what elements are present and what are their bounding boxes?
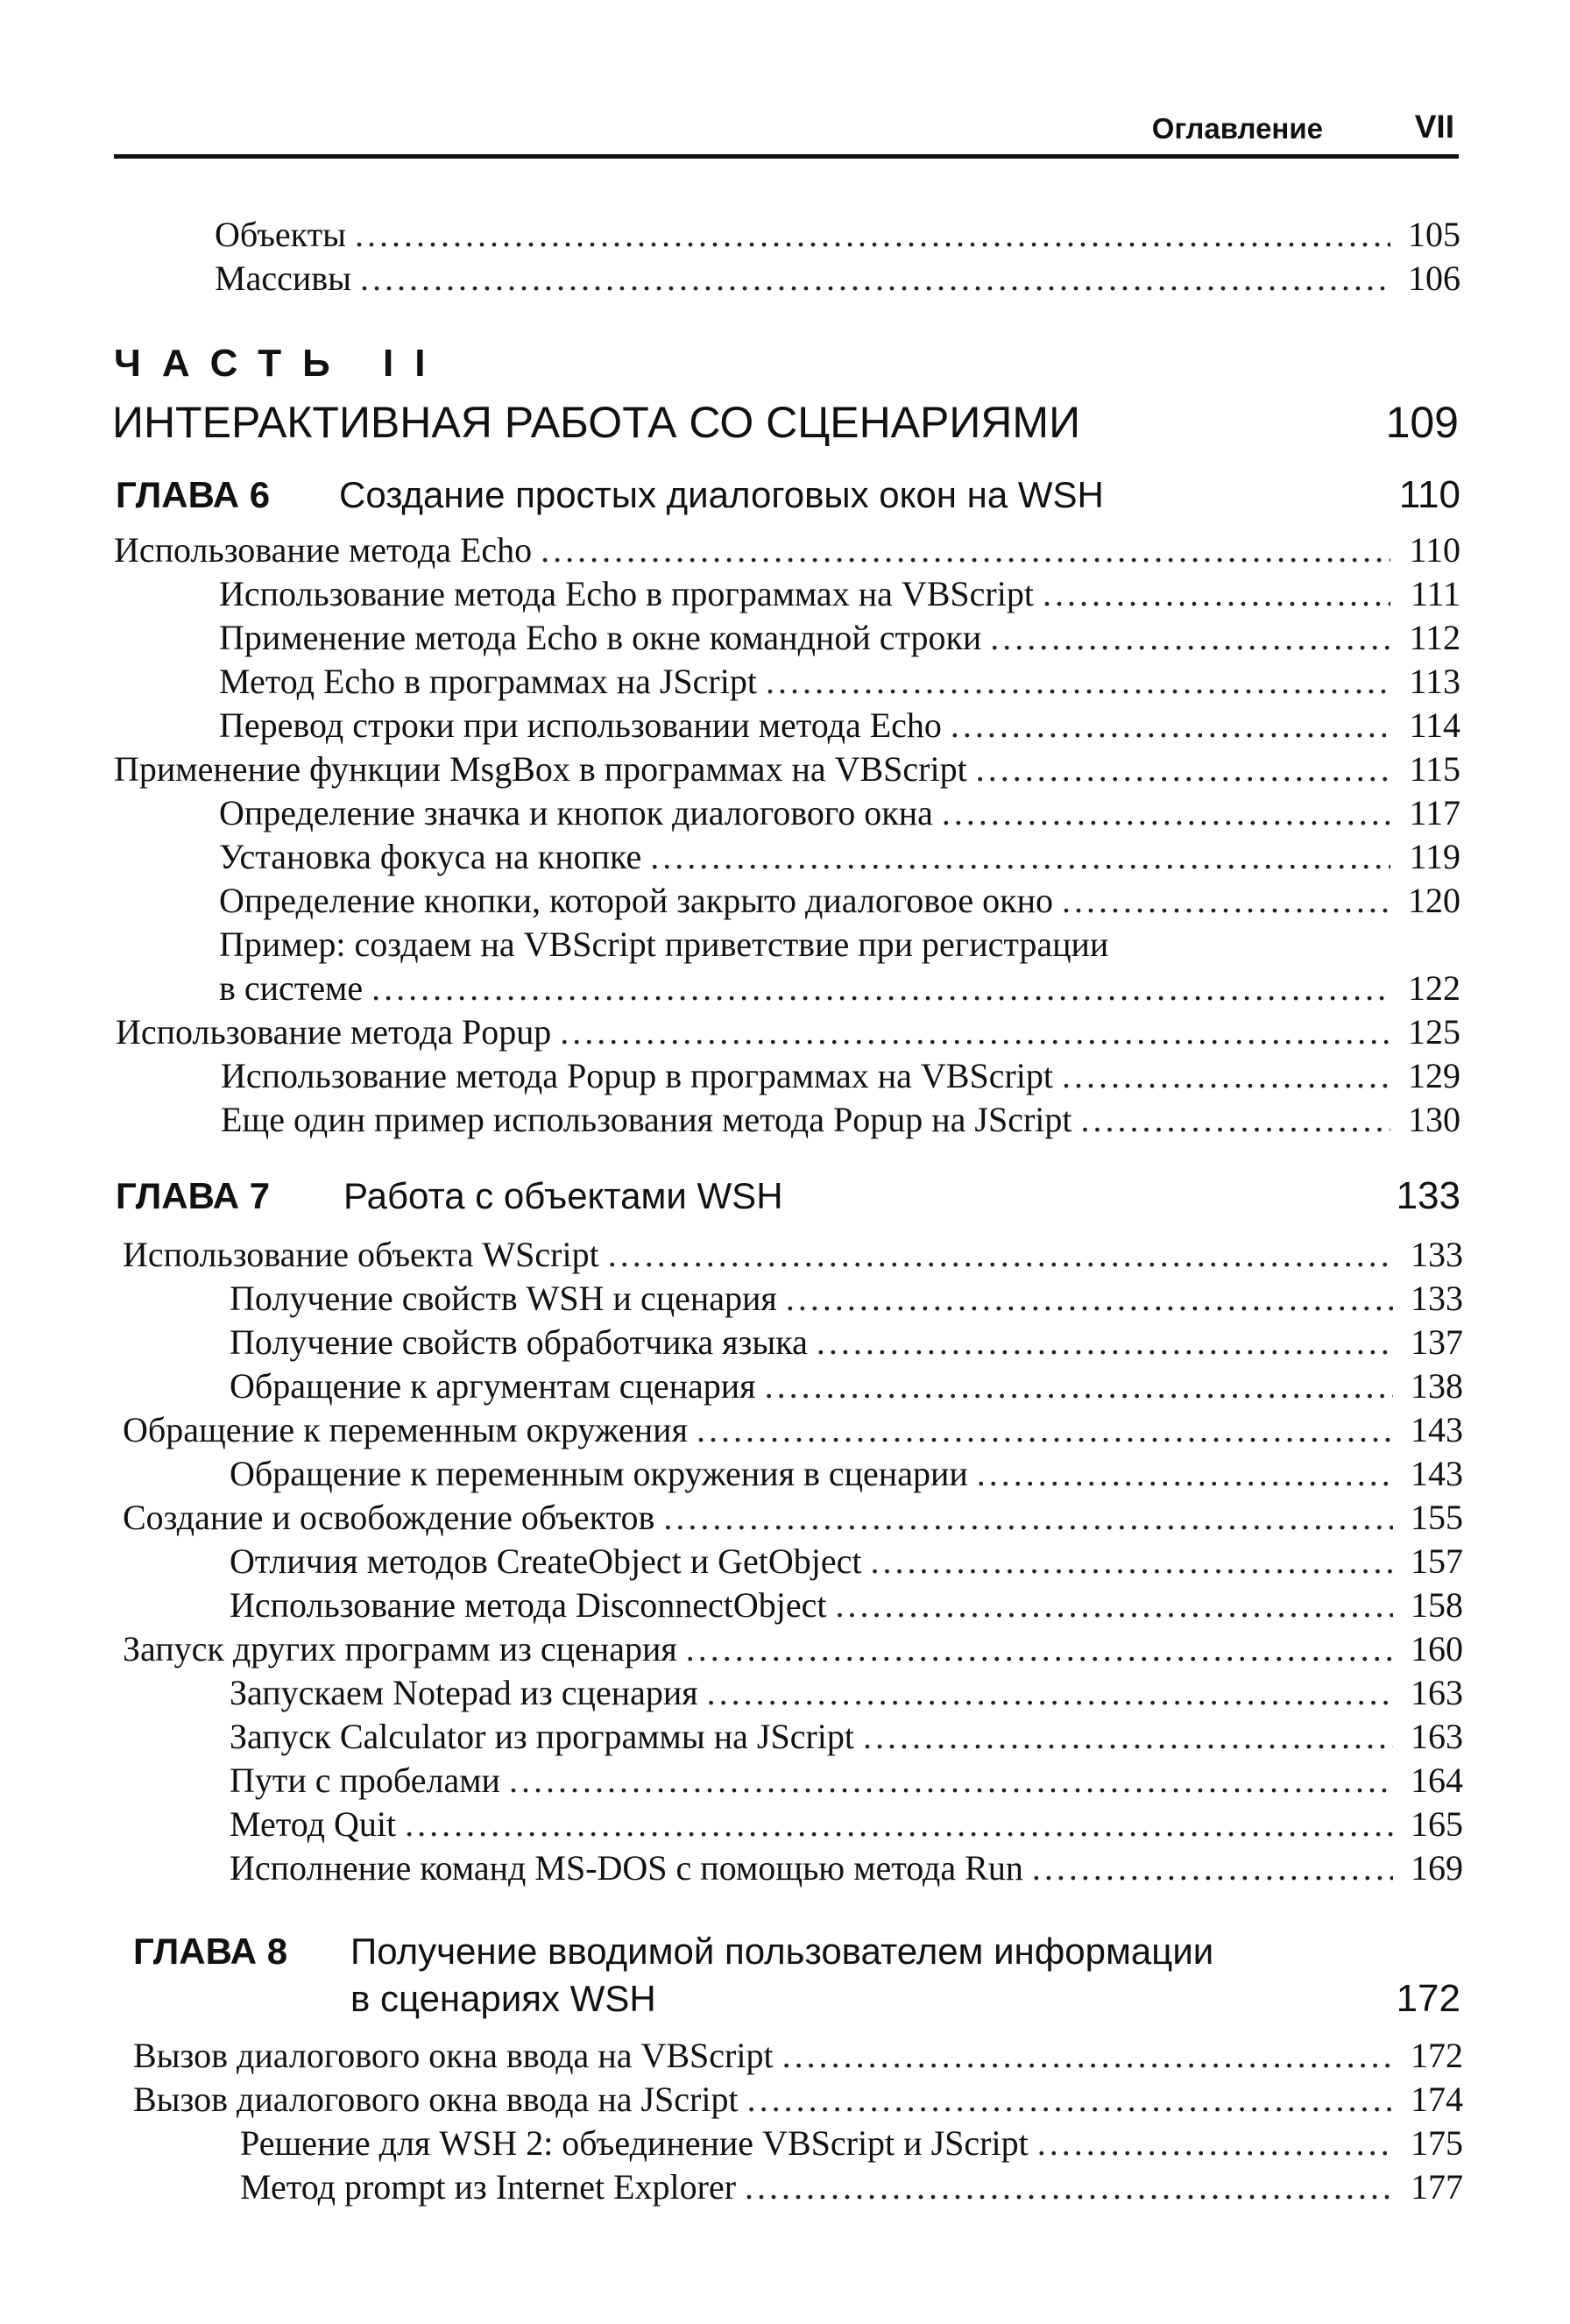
toc-entry-page: 112 — [1409, 618, 1460, 657]
toc-entry-title: Обращение к аргументам сценария — [230, 1366, 756, 1406]
toc-entry-title: Пример: создаем на VBScript приветствие при регистрации — [219, 925, 1109, 964]
toc-entry — [133, 2035, 1463, 2077]
toc-entry — [230, 1453, 1463, 1495]
toc-entry — [215, 258, 1460, 300]
part-page: 109 — [1385, 398, 1459, 447]
toc-entry-page: 164 — [1411, 1761, 1463, 1800]
toc-entry-title: Решение для WSH 2: объединение VBScript и JScript — [240, 2123, 1029, 2163]
toc-entry-title: Определение значка и кнопок диалогового окна — [219, 793, 933, 833]
dot-leader — [509, 1760, 1393, 1802]
toc-entry-title: Запуск Calculator из программы на JScript — [230, 1717, 855, 1756]
toc-entry-page: 165 — [1411, 1804, 1463, 1844]
toc-entry-page: 172 — [1411, 2036, 1463, 2075]
toc-entry-page: 110 — [1409, 530, 1460, 570]
toc-entry-title: Метод Echo в программах на JScript — [219, 662, 757, 701]
toc-entry — [230, 1672, 1463, 1714]
dot-leader — [951, 705, 1390, 747]
toc-entry — [123, 1628, 1463, 1670]
dot-leader — [786, 1278, 1393, 1320]
chapter-page: 110 — [1398, 473, 1460, 516]
toc-entry-page: 122 — [1408, 968, 1460, 1008]
toc-entry — [219, 661, 1460, 703]
dot-leader — [1062, 1055, 1390, 1097]
toc-entry-title: Перевод строки при использовании метода Echo — [219, 705, 942, 745]
toc-entry-title: Применение функции MsgBox в программах на VBScript — [114, 749, 967, 789]
chapter-label: ГЛАВА 8 — [133, 1931, 288, 1972]
dot-leader — [765, 1365, 1393, 1407]
dot-leader — [782, 2035, 1393, 2077]
toc-entry-page: 158 — [1411, 1585, 1463, 1625]
toc-entry — [123, 1234, 1463, 1276]
toc-entry — [221, 1055, 1460, 1097]
toc-entry-page: 174 — [1411, 2080, 1463, 2119]
dot-leader — [663, 1497, 1393, 1539]
dot-leader — [360, 258, 1390, 300]
dot-leader — [355, 214, 1390, 256]
dot-leader — [1037, 2122, 1393, 2165]
chapter-title: Работа с объектами WSH — [343, 1175, 783, 1216]
toc-entry — [240, 2166, 1463, 2208]
part-title-row — [112, 396, 1459, 449]
toc-entry — [230, 1365, 1463, 1407]
toc-entry-page: 114 — [1409, 705, 1460, 745]
dot-leader — [608, 1234, 1393, 1276]
dot-leader — [871, 1541, 1393, 1583]
toc-entry-page: 133 — [1411, 1235, 1463, 1274]
dot-leader — [1043, 573, 1390, 615]
toc-entry-title: Обращение к переменным окружения в сценарии — [230, 1454, 968, 1493]
toc-entry — [114, 529, 1460, 571]
toc-entry — [114, 748, 1460, 790]
toc-entry-title: в системе — [219, 968, 364, 1008]
toc-entry-page: 113 — [1409, 662, 1460, 701]
toc-entry-first-line — [219, 924, 1460, 966]
dot-leader — [766, 661, 1390, 703]
chapter-title: Получение вводимой пользователем информации в сценариях WSH — [350, 1931, 1214, 2019]
toc-entry-title: Метод Quit — [230, 1804, 397, 1844]
toc-entry-page: 120 — [1408, 881, 1460, 920]
toc-entry — [116, 1011, 1460, 1053]
toc-entry-title: Массивы — [215, 259, 351, 298]
toc-entry-page: 137 — [1411, 1322, 1463, 1362]
chapter-heading — [116, 1928, 1460, 2026]
toc-entry-page: 111 — [1410, 574, 1460, 613]
toc-entry-page: 163 — [1411, 1717, 1463, 1756]
running-head — [114, 103, 1459, 158]
part-label: ЧАСТЬ II — [114, 342, 447, 385]
dot-leader — [541, 529, 1390, 571]
dot-leader — [1081, 1099, 1390, 1141]
toc-entry-page: 105 — [1408, 215, 1460, 254]
toc-entry-title: Использование метода Echo в программах на VBScript — [219, 574, 1034, 613]
toc-entry-title: Обращение к переменным окружения — [123, 1410, 688, 1449]
toc-entry — [230, 1321, 1463, 1364]
toc-entry — [230, 1584, 1463, 1626]
toc-entry-page: 130 — [1408, 1100, 1460, 1139]
chapter-label: ГЛАВА 6 — [116, 474, 271, 515]
toc-entry — [230, 1803, 1463, 1846]
chapter-title: Создание простых диалоговых окон на WSH — [339, 474, 1104, 515]
toc-entry-page: 115 — [1409, 749, 1460, 789]
toc-entry-title: Объекты — [215, 215, 346, 254]
toc-entry — [230, 1716, 1463, 1758]
dot-leader — [560, 1011, 1390, 1053]
toc-entry — [230, 1541, 1463, 1583]
toc-entry-title: Запускаем Notepad из сценария — [230, 1673, 698, 1712]
dot-leader — [371, 967, 1390, 1010]
toc-entry — [240, 2122, 1463, 2165]
toc-entry-page: 133 — [1411, 1279, 1463, 1318]
dot-leader — [942, 792, 1390, 834]
chapter-page: 172 — [1396, 1977, 1460, 2020]
running-head-title: Оглавление — [1151, 112, 1323, 145]
toc-entry-title: Получение свойств WSH и сценария — [230, 1279, 777, 1318]
toc-entry-title: Использование метода Popup в программах на VBScript — [221, 1056, 1054, 1095]
toc-entry-title: Еще один пример использования метода Popup на JScript — [221, 1100, 1072, 1139]
toc-entry-title: Вызов диалогового окна ввода на JScript — [133, 2080, 739, 2119]
toc-entry-page: 125 — [1408, 1012, 1460, 1052]
toc-entry — [219, 967, 1460, 1010]
toc-entry-title: Использование объекта WScript — [123, 1235, 599, 1274]
toc-entry-title: Создание и освобождение объектов — [123, 1498, 655, 1537]
toc-entry-page: 169 — [1411, 1848, 1463, 1888]
dot-leader — [697, 1409, 1393, 1451]
toc-entry-title: Запуск других программ из сценария — [123, 1629, 677, 1669]
toc-entry — [230, 1760, 1463, 1802]
toc-entry-title: Установка фокуса на кнопке — [219, 837, 642, 876]
dot-leader — [976, 748, 1390, 790]
toc-entry-page: 129 — [1408, 1056, 1460, 1095]
toc-entry — [230, 1278, 1463, 1320]
dot-leader — [747, 2079, 1393, 2121]
toc-entry — [215, 214, 1460, 256]
toc-entry — [219, 617, 1460, 659]
toc-entry — [219, 792, 1460, 834]
toc-entry — [219, 836, 1460, 878]
toc-entry-page: 143 — [1411, 1454, 1463, 1493]
dot-leader — [1062, 880, 1390, 922]
toc-entry — [230, 1847, 1463, 1889]
dot-leader — [650, 836, 1390, 878]
dot-leader — [977, 1453, 1393, 1495]
toc-entry-title: Определение кнопки, которой закрыто диалоговое окно — [219, 881, 1053, 920]
toc-entry — [219, 573, 1460, 615]
toc-entry-title: Применение метода Echo в окне командной строки — [219, 618, 982, 657]
dot-leader — [686, 1628, 1393, 1670]
toc-entry-page: 143 — [1411, 1410, 1463, 1449]
chapter-page: 133 — [1396, 1174, 1460, 1217]
toc-entry-page: 106 — [1408, 259, 1460, 298]
toc-entry — [219, 880, 1460, 922]
part-title: ИНТЕРАКТИВНАЯ РАБОТА СО СЦЕНАРИЯМИ — [112, 398, 1081, 447]
dot-leader — [707, 1672, 1393, 1714]
dot-leader — [405, 1803, 1393, 1846]
toc-entry — [221, 1099, 1460, 1141]
header-rule — [114, 154, 1459, 159]
toc-entry-page: 155 — [1411, 1498, 1463, 1537]
toc-entry — [123, 1497, 1463, 1539]
running-head-page-number: VII — [1414, 109, 1454, 145]
dot-leader — [863, 1716, 1393, 1758]
toc-entry-page: 160 — [1411, 1629, 1463, 1669]
toc-entry-title: Метод prompt из Internet Explorer — [240, 2167, 737, 2207]
toc-entry-page: 157 — [1411, 1541, 1463, 1581]
toc-entry-page: 177 — [1411, 2167, 1463, 2207]
toc-entry-title: Вызов диалогового окна ввода на VBScript — [133, 2036, 774, 2075]
dot-leader — [836, 1584, 1393, 1626]
chapter-heading — [116, 1173, 1460, 1225]
toc-entry-title: Использование метода Popup — [116, 1012, 552, 1052]
toc-entry-title: Исполнение команд MS-DOS с помощью метода Run — [230, 1848, 1023, 1888]
toc-entry-title: Использование метода DisconnectObject — [230, 1585, 827, 1625]
toc-entry-page: 119 — [1409, 837, 1460, 876]
toc-entry — [133, 2079, 1463, 2121]
toc-entry-title: Получение свойств обработчика языка — [230, 1322, 808, 1362]
dot-leader — [990, 617, 1390, 659]
toc-entry-title: Использование метода Echo — [114, 530, 533, 570]
toc-entry — [123, 1409, 1463, 1451]
toc-entry-title: Пути с пробелами — [230, 1761, 500, 1800]
chapter-label: ГЛАВА 7 — [116, 1175, 271, 1216]
dot-leader — [817, 1321, 1393, 1364]
toc-entry-page: 163 — [1411, 1673, 1463, 1712]
dot-leader — [1032, 1847, 1393, 1889]
toc-entry-page: 175 — [1411, 2123, 1463, 2163]
dot-leader — [745, 2166, 1393, 2208]
toc-entry — [219, 705, 1460, 747]
toc-entry-title: Отличия методов CreateObject и GetObject — [230, 1541, 862, 1581]
toc-entry-page: 138 — [1411, 1366, 1463, 1406]
toc-entry-page: 117 — [1409, 793, 1460, 833]
chapter-heading — [116, 471, 1460, 524]
